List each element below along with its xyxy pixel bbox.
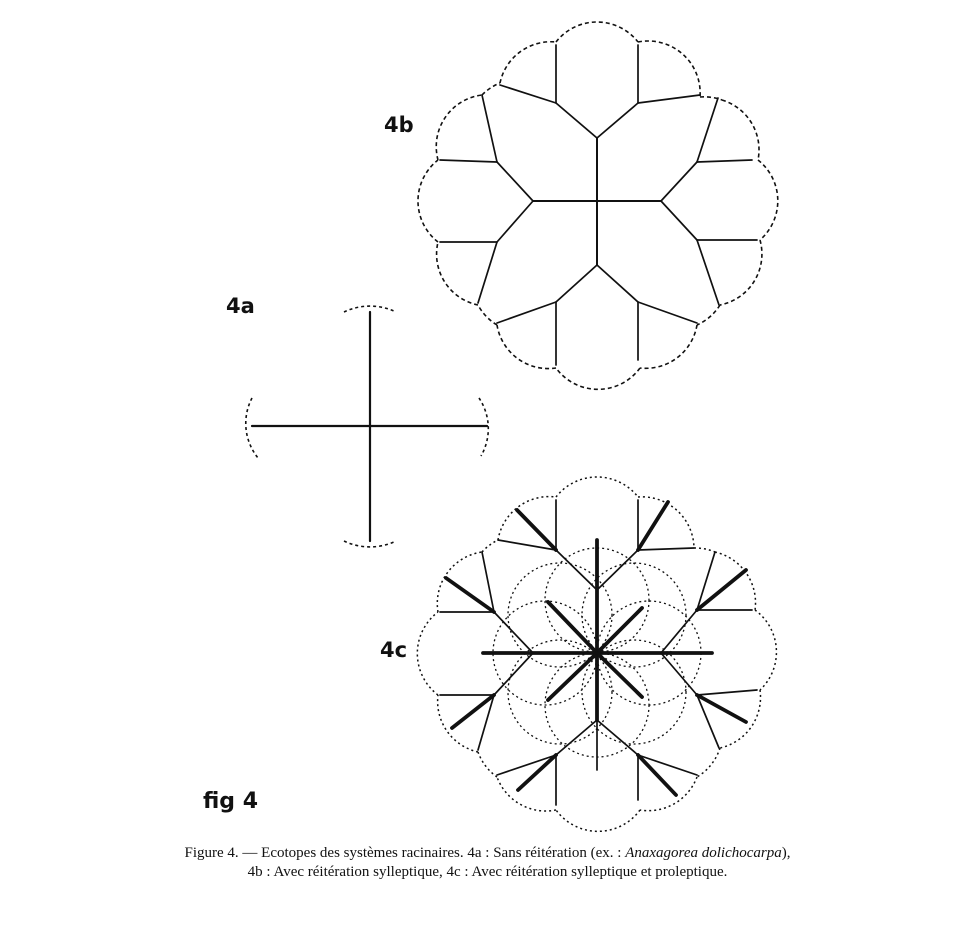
branch-root [497, 162, 533, 201]
branch-root [497, 302, 556, 323]
diagram-4c-sylleptic-proleptic-reiteration [417, 477, 776, 831]
branch-root [638, 95, 700, 103]
ecotope-boundary-lobe [482, 83, 500, 95]
branch-root [556, 550, 597, 590]
branch-root [661, 610, 697, 653]
ecotope-outer-lobe [556, 810, 640, 831]
ecotope-outer-lobe [755, 610, 776, 690]
ecotope-boundary-lobe [722, 100, 759, 160]
branch-root [661, 201, 697, 240]
branch-root [500, 85, 556, 103]
diagram-4a-no-reiteration [246, 306, 489, 547]
branch-root [597, 720, 638, 755]
caption-species-name: Anaxagorea dolichocarpa [625, 845, 782, 861]
ecotope-outer-lobe [694, 548, 715, 552]
caption-line1-suffix: ), [781, 845, 791, 861]
ecotope-outer-lobe [478, 752, 497, 777]
ecotope-boundary-lobe [436, 95, 482, 160]
fig-label: fig 4 [203, 789, 259, 814]
proleptic-reiterated-root [597, 608, 642, 653]
ecotope-outer-lobe [640, 777, 697, 811]
ecotope-boundary-lobe [697, 305, 720, 325]
ecotope-outer-lobe [556, 477, 638, 497]
ecotope-boundary-lobe [500, 42, 556, 83]
proleptic-reiterated-root [446, 578, 494, 612]
ecotope-left [246, 398, 258, 458]
branch-root [697, 160, 752, 162]
ecotope-outer-lobe [482, 540, 498, 552]
proleptic-reiterated-root [697, 570, 746, 610]
diagram-4b-sylleptic-reiteration [418, 22, 778, 389]
proleptic-reiterated-root [548, 653, 597, 700]
ecotope-boundary-lobe [640, 325, 697, 368]
branch-root [697, 690, 757, 695]
label-4b: 4b [384, 113, 414, 137]
branch-root [494, 612, 533, 653]
branch-root [661, 653, 697, 695]
ecotope-boundary-lobe [720, 240, 762, 305]
branch-root [697, 240, 719, 305]
branch-root [556, 265, 597, 302]
branch-root [497, 201, 533, 242]
ecotope-boundary-lobe [478, 305, 497, 325]
ecotope-boundary-lobe [497, 325, 556, 369]
label-4a: 4a [226, 294, 255, 318]
branch-root [597, 103, 638, 138]
branch-root [638, 302, 697, 323]
proleptic-reiterated-root [638, 502, 668, 550]
branch-root [697, 98, 718, 162]
proleptic-reiterated-root [452, 695, 494, 728]
proleptic-reiterated-root [697, 695, 746, 722]
ecotope-outer-lobe [697, 748, 720, 777]
figure-caption [90, 844, 885, 882]
ecotope-boundary-lobe [758, 160, 778, 240]
branch-root [661, 162, 697, 201]
caption-line-1 [90, 844, 885, 863]
ecotope-outer-lobe [417, 612, 438, 695]
branch-root [482, 95, 497, 162]
branch-root [556, 720, 597, 755]
ecotope-boundary-lobe [556, 368, 640, 389]
branch-root [478, 242, 497, 303]
branch-root [597, 265, 638, 302]
caption-line-2: 4b : Avec réitération sylleptique, 4c : Avec réitération sylleptique et proleptique. [247, 864, 728, 880]
ecotope-boundary-lobe [418, 160, 438, 242]
label-4c: 4c [380, 638, 408, 662]
ecotope-boundary-lobe [638, 41, 700, 97]
proleptic-reiterated-root [597, 653, 642, 697]
branch-root [494, 653, 533, 695]
branch-root [597, 550, 638, 590]
proleptic-reiterated-root [518, 755, 556, 790]
caption-line1-prefix: Figure 4. — Ecotopes des systèmes racinaires. 4a : Sans réitération (ex. : [184, 845, 626, 861]
branch-root [638, 548, 694, 550]
ecotope-outer-lobe [437, 552, 482, 612]
ecotope-boundary-lobe [556, 22, 638, 42]
ecotope-boundary-lobe [437, 242, 478, 305]
branch-root [556, 103, 597, 138]
proleptic-reiterated-root [548, 602, 597, 653]
branch-root [440, 160, 497, 162]
